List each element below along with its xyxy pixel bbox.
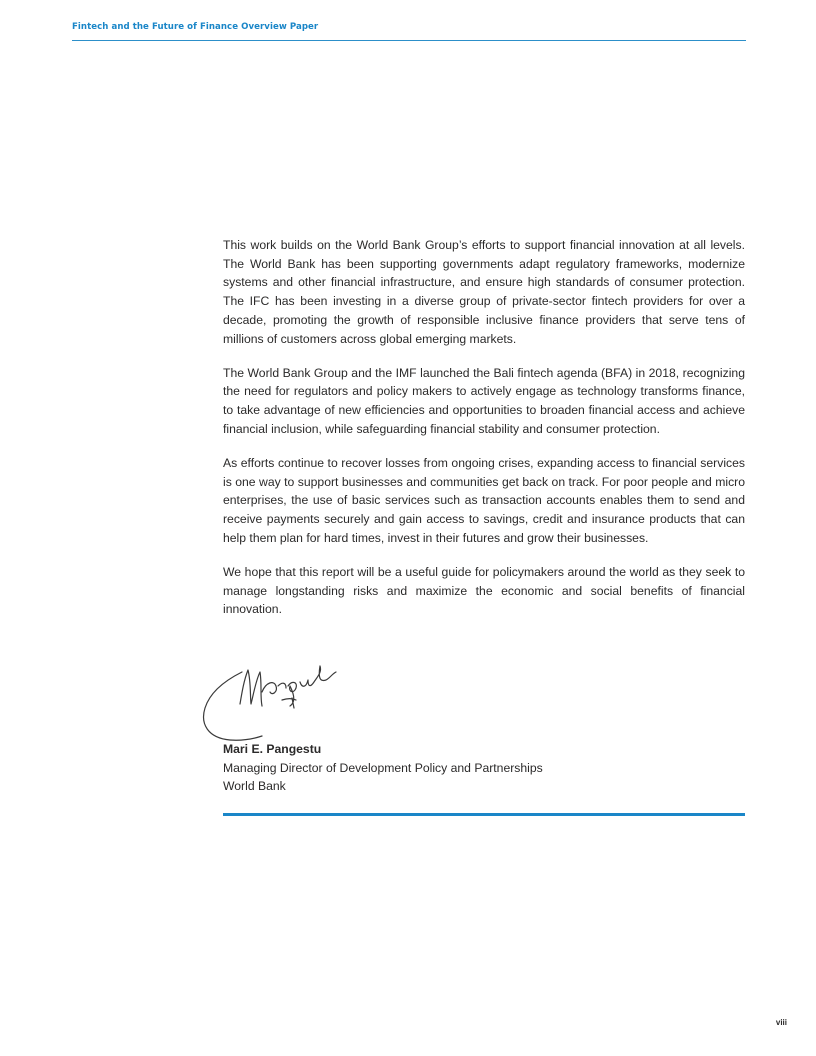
section-divider — [223, 813, 745, 816]
paragraph-3: As efforts continue to recover losses from ongoing crises, expanding access to financial services is one way to support businesses and communities get back on track. For poor people and micro enterprises, the use of basic services such as transaction accounts enables them to send and receive payments securely and gain access to savings, credit and insurance products that can help them plan for hard times, invest in their futures and grow their businesses. — [223, 456, 745, 545]
running-header — [72, 22, 746, 41]
header-title: Fintech and the Future of Finance Overview Paper — [72, 22, 319, 32]
signer-title: Managing Director of Development Policy and Partnerships — [223, 760, 543, 775]
foreword-body — [223, 236, 745, 635]
paragraph-1: This work builds on the World Bank Group’s efforts to support financial innovation at all levels. The World Bank has been supporting governments adapt regulatory frameworks, modernize systems and other financial infrastructure, and ensure high standards of consumer protection. The IFC has been investing in a diverse group of private-sector fintech providers for over a decade, promoting the growth of responsible inclusive finance providers that serve tens of millions of customers across global emerging markets. — [223, 238, 745, 346]
signature-letters-stroke — [262, 666, 336, 706]
signer-organization: World Bank — [223, 779, 286, 794]
paragraph-2: The World Bank Group and the IMF launched the Bali fintech agenda (BFA) in 2018, recognizing the need for regulators and policy makers to actively engage as technology transforms finance, to take advantage of new efficiencies and opportunities to broaden financial access and achieve financial inclusion, while safeguarding financial stability and consumer protection. — [223, 365, 745, 436]
signature-loop-stroke — [204, 672, 262, 740]
signer-name: Mari E. Pangestu — [223, 742, 322, 756]
signer-block — [223, 740, 745, 796]
paragraph-4: We hope that this report will be a useful guide for policymakers around the world as they seek to manage longstanding risks and maximize the economic and social benefits of financial innovation. — [223, 565, 745, 617]
signature-m-stroke — [240, 670, 262, 706]
page-number: viii — [775, 1018, 787, 1027]
handwritten-signature — [196, 652, 346, 744]
signature-underline-stroke — [282, 698, 296, 708]
